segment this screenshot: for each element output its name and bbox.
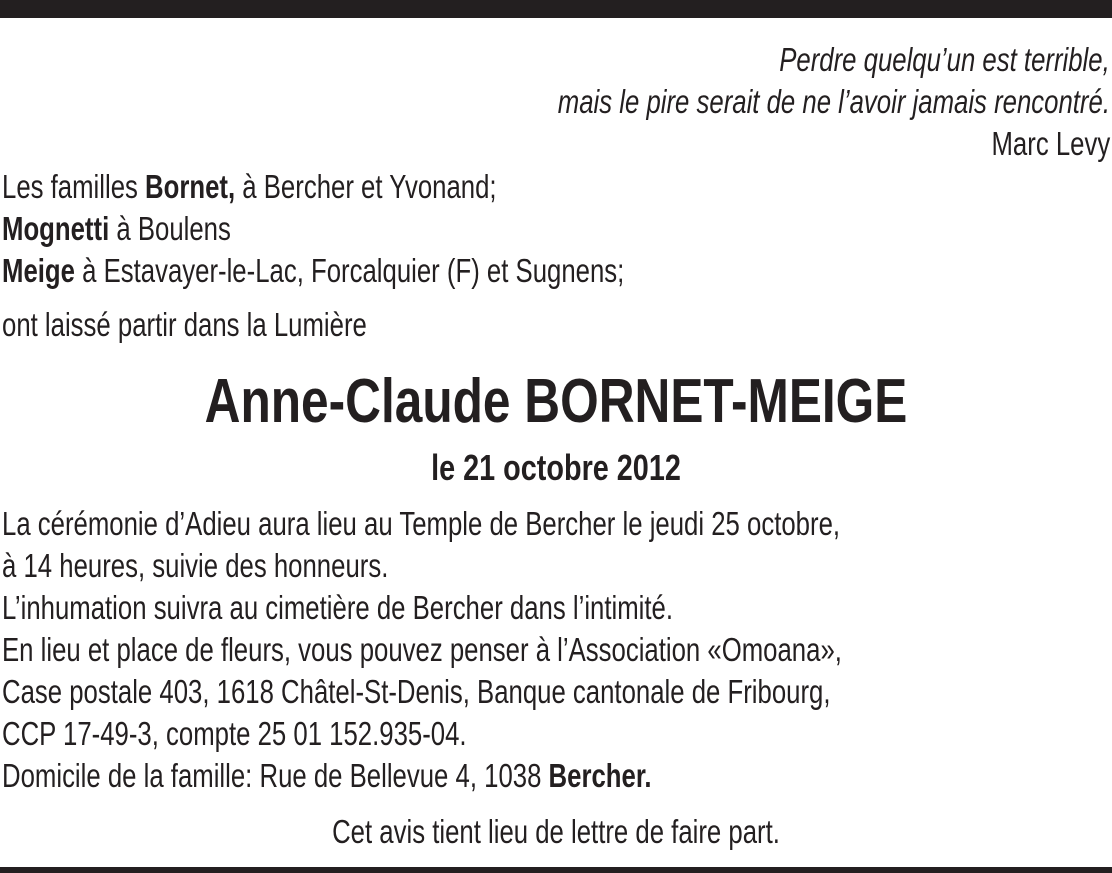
closing-note: Cet avis tient lieu de lettre de faire part. — [332, 813, 780, 850]
top-rule — [0, 0, 1112, 18]
intro-text: ont laissé partir dans la Lumière — [2, 306, 367, 343]
family-name-meige: Meige — [2, 252, 75, 289]
body-line-3: L’inhumation suivra au cimetière de Bercher dans l’intimité. — [2, 589, 674, 626]
quote-author: Marc Levy — [991, 125, 1110, 162]
family-line-bornet — [2, 167, 497, 207]
family-place: à Boulens — [109, 210, 231, 247]
family-place: à Bercher et Yvonand; — [235, 168, 497, 205]
body-line-1: La cérémonie d’Adieu aura lieu au Temple de Bercher le jeudi 25 octobre, — [2, 505, 841, 542]
family-name-mognetti: Mognetti — [2, 210, 110, 247]
bottom-rule — [0, 867, 1112, 873]
quote-line-2: mais le pire serait de ne l’avoir jamais rencontré. — [557, 83, 1110, 120]
address-town: Bercher. — [548, 757, 652, 794]
family-line-mognetti — [2, 209, 231, 249]
family-place: à Estavayer-le-Lac, Forcalquier (F) et Sugnens; — [74, 252, 625, 289]
address-text: Domicile de la famille: Rue de Bellevue 4, 1038 — [2, 757, 549, 794]
body-line-7 — [2, 756, 652, 796]
family-name-bornet: Bornet, — [145, 168, 236, 205]
death-date: le 21 octobre 2012 — [431, 447, 681, 488]
deceased-name: Anne-Claude BORNET-MEIGE — [204, 367, 908, 436]
family-prefix: Les familles — [2, 168, 146, 205]
body-line-4: En lieu et place de fleurs, vous pouvez penser à l’Association «Omoana», — [2, 631, 842, 668]
quote-line-1: Perdre quelqu’un est terrible, — [779, 41, 1110, 78]
family-line-meige — [2, 251, 624, 291]
body-line-2: à 14 heures, suivie des honneurs. — [2, 547, 389, 584]
body-line-5: Case postale 403, 1618 Châtel-St-Denis, Banque cantonale de Fribourg, — [2, 673, 831, 710]
body-line-6: CCP 17-49-3, compte 25 01 152.935-04. — [2, 715, 467, 752]
